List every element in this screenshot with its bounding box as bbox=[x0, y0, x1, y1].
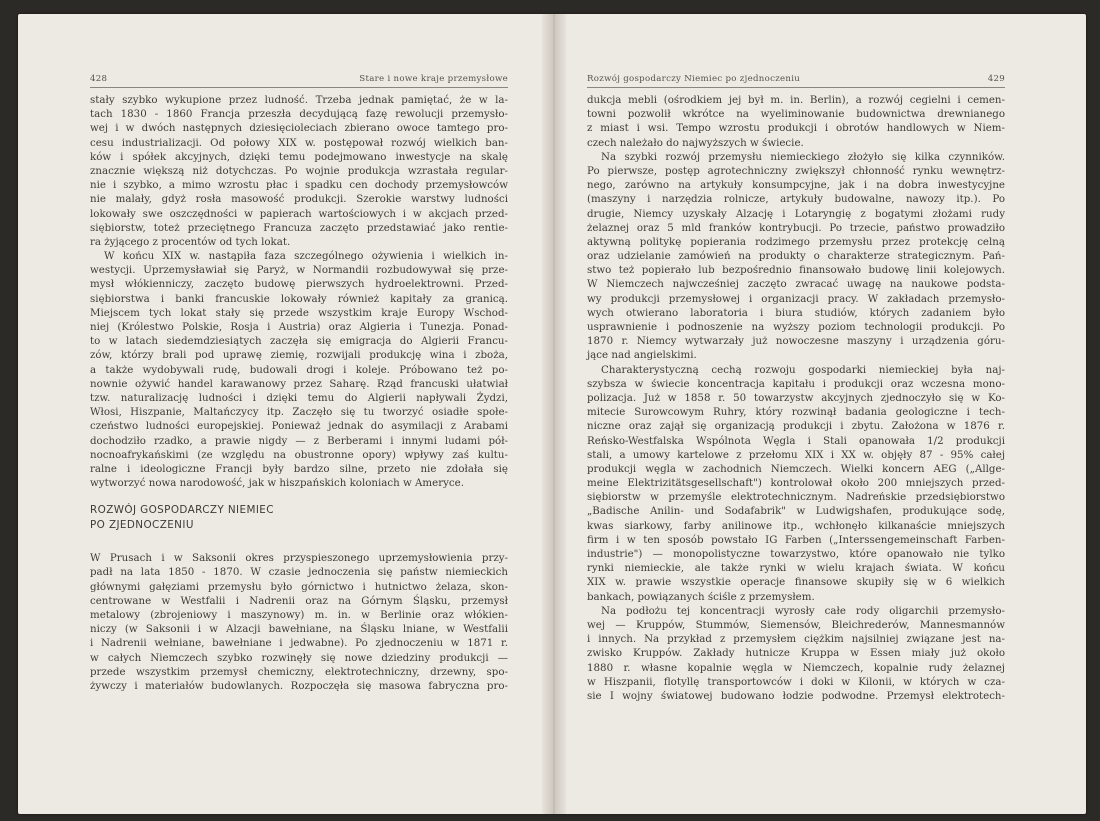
text-line: wej — Kruppów, Stummów, Siemensów, Bleichrederów, Mannesmannów bbox=[587, 618, 1005, 631]
text-line: zów, którzy brali pod uprawę ziemię, rozwijali produkcję wina i zboża, bbox=[90, 349, 508, 362]
text-line: polizacja. Już w 1858 r. 50 towarzystw akcyjnych zjednoczyło się w Ko- bbox=[587, 391, 1005, 404]
text-line: siębiorstwa i banki francuskie lokowały również kapitały za granicą. bbox=[90, 292, 508, 305]
text-line: nie malały, gdyż rosła masowość produkcji. Szerokie warstwy ludności bbox=[90, 193, 508, 206]
text-line: i Nadrenii wełniane, bawełniane i jedwabne). Po zjednoczeniu w 1871 r. bbox=[90, 637, 508, 650]
text-line: Na podłożu tej koncentracji wyrosły całe rody oligarchii przemysło- bbox=[601, 604, 1005, 617]
text-line: to w latach siedemdziesiątych zaczęła się emigracja do Algierii Francu- bbox=[90, 335, 508, 348]
text-line: Włosi, Hiszpanie, Maltańczycy itp. Zaczęło się tu tworzyć osiadłe społe- bbox=[90, 406, 508, 419]
text-line: wy produkcji przemysłowej i organizacji pracy. W zakładach przemysło- bbox=[587, 292, 1005, 305]
text-line: rynki niemieckie, ale także rynki w wielu krajach świata. W końcu bbox=[587, 562, 1005, 575]
text-line: westycji. Uprzemysławiał się Paryż, w Normandii rozbudowywał się prze- bbox=[90, 264, 508, 277]
text-line: z miast i wsi. Tempo wzrostu produkcji i obrotów handlowych w Niem- bbox=[587, 122, 1005, 135]
text-line: towni pozwolił wkrótce na wyeliminowanie budownictwa drewnianego bbox=[587, 108, 1005, 121]
text-line: mysł włókienniczy, zaczęto budowę pierwszych hydroelektrowni. Przed- bbox=[90, 278, 508, 291]
text-line: ków i spółek akcyjnych, dzięki temu podejmowano inwestycje na skalę bbox=[90, 150, 508, 163]
text-line: XIX w. prawie wszystkie operacje finansowe skupiły się w 6 wielkich bbox=[587, 576, 1005, 589]
right-page bbox=[587, 72, 1005, 703]
text-line: Miejscem tych lokat stały się przede wszystkim kraje Europy Wschod- bbox=[90, 306, 508, 319]
text-line: głównymi gałęziami przemysłu było górnictwo i hutnictwo żelaza, skon- bbox=[90, 580, 508, 593]
text-line: w całych Niemczech szybko rozwinęły się nowe dziedziny produkcji — bbox=[90, 651, 508, 664]
text-line: czech należało do najwyższych w świecie. bbox=[587, 136, 804, 149]
text-line: industrie") — monopolistyczne towarzystwo, które opanowało nie tylko bbox=[587, 548, 1005, 560]
text-line: mitecie Surowcowym Ruhry, który rozwinął badania geologiczne i tech- bbox=[587, 406, 1005, 419]
section-heading-line-2: PO ZJEDNOCZENIU bbox=[90, 519, 194, 532]
text-line: i innych. Na przykład z przemysłem ciężkim najsilniej związane jest na- bbox=[587, 633, 1005, 646]
section-heading-line-1: ROZWÓJ GOSPODARCZY NIEMIEC bbox=[90, 504, 274, 517]
text-line: wytworzyć nowa narodowość, jak w hiszpańskich koloniach w Ameryce. bbox=[90, 477, 464, 490]
text-line: tach 1830 - 1860 Francja przeszła decydującą fazę rewolucji przemysło- bbox=[90, 108, 508, 121]
text-line: niczy (w Saksonii i w Alzacji bawełniane, na Śląsku lniane, w Westfalii bbox=[90, 623, 508, 636]
text-line: żywczy i materiałów budowlanych. Rozpoczęła się masowa fabryczna pro- bbox=[90, 679, 508, 692]
text-line: wej i w dwóch następnych dziesięcioleciach zbierano owoce tamtego pro- bbox=[90, 122, 508, 135]
text-line: sie I wojny światowej budowano łodzie podwodne. Przemysł elektrotech- bbox=[587, 689, 1005, 702]
text-line: cesu industrializacji. Od połowy XIX w. postępował rozwój wielkich ban- bbox=[90, 136, 508, 149]
text-line: (maszyny i narzędzia rolnicze, artykuły budowalne, nawozy itp.). Po bbox=[587, 193, 1005, 206]
left-page-number: 428 bbox=[90, 74, 108, 84]
text-line: dukcja mebli (ośrodkiem jej był m. in. Berlin), a rozwój cegielni i cemen- bbox=[587, 94, 1005, 106]
left-running-title: Stare i nowe kraje przemysłowe bbox=[359, 74, 508, 84]
text-line: niej (Królestwo Polskie, Rosja i Austria) oraz Algieria i Tunezja. Ponad- bbox=[90, 321, 508, 333]
left-text-block-2 bbox=[90, 551, 508, 693]
text-line: zwisko Kruppów. Zakłady hutnicze Kruppa w Essen miały już około bbox=[587, 647, 1005, 660]
text-line: 1870 r. Niemcy wytwarzały już nowoczesne maszyny i urządzenia góru- bbox=[587, 335, 1005, 348]
right-text-block bbox=[587, 93, 1005, 703]
text-line: siębiorstw, toteż przeciętnego Francuza zaczęto przedstawiać jako rentie- bbox=[90, 221, 508, 234]
text-line: stwo też popierało lub bezpośrednio finansowało budowę linii kolejowych. bbox=[587, 264, 1005, 277]
text-line: W Niemczech najwcześniej zaczęto zwracać uwagę na naukowe podsta- bbox=[587, 278, 1005, 291]
book-spread bbox=[18, 14, 1086, 814]
text-line: metalowy (zbrojeniowy i maszynowy) m. in. w Berlinie oraz włókien- bbox=[90, 609, 508, 621]
text-line: Po pierwsze, postęp agrotechniczny zwiększył chłonność rynku wewnętrz- bbox=[587, 164, 1005, 177]
text-line: Reńsko-Westfalska Wspólnota Węgla i Stali opanowała 1/2 produkcji bbox=[587, 434, 1005, 447]
book-gutter bbox=[542, 14, 566, 814]
text-line: Charakterystyczną cechą rozwoju gospodarki niemieckiej była naj- bbox=[601, 363, 1005, 376]
text-line: tzw. naturalizację ludności i dzięki temu do Algierii napływali Żydzi, bbox=[90, 391, 508, 404]
text-line: stały szybko wykupione przez ludność. Trzeba jednak pamiętać, że w la- bbox=[90, 94, 508, 106]
text-line: siębiorstw w przemyśle elektrotechnicznym. Nadreńskie przedsiębiorstwo bbox=[587, 491, 1005, 504]
text-line: nocnoafrykańskimi (ze względu na obustronne opory) wpływy zaś kultu- bbox=[90, 448, 508, 461]
text-line: a także wydobywali rudę, budowali drogi i koleje. Próbowano też po- bbox=[90, 363, 508, 376]
section-heading bbox=[90, 503, 508, 533]
text-line: wych otwierano laboratoria i biura studiów, których zadaniem było bbox=[587, 306, 1005, 319]
text-line: oraz udzielanie zamówień na produkty o charakterze strategicznym. Pań- bbox=[587, 250, 1005, 263]
text-line: 1880 r. własne kopalnie węgla w Niemczech, kopalnie rudy żelaznej bbox=[587, 661, 1005, 674]
text-line: nownie ożywić handel karawanowy przez Saharę. Rząd francuski ułatwiał bbox=[90, 377, 508, 390]
text-line: nego, zarówno na artykuły konsumpcyjne, jak i na dobra inwestycyjne bbox=[587, 179, 1005, 192]
left-page bbox=[90, 72, 508, 693]
text-line: W Prusach i w Saksonii okres przyspieszonego uprzemysłowienia przy- bbox=[90, 552, 508, 565]
text-line: usprawnienie i podnoszenie na wyższy poziom technologii produkcji. Po bbox=[587, 321, 1005, 333]
text-line: w Hiszpanii, flotyllę transportowców i doki w Kilonii, w których w cza- bbox=[587, 675, 1005, 688]
text-line: ralne i ideologiczne Francji były bardzo silne, przeto nie zdołała się bbox=[90, 462, 508, 475]
text-line: przede wszystkim przemysł chemiczny, elektrotechniczny, drzewny, spo- bbox=[90, 665, 508, 678]
text-line: padł na lata 1850 - 1870. W czasie jednoczenia się państw niemieckich bbox=[90, 566, 508, 579]
text-line: stali, a umowy kartelowe z przełomu XIX i XX w. objęły 87 - 95% całej bbox=[587, 448, 1005, 461]
text-line: bankach, powiązanych ściśle z przemysłem. bbox=[587, 590, 815, 603]
right-page-number: 429 bbox=[987, 74, 1005, 84]
text-line: Na szybki rozwój przemysłu niemieckiego złożyło się kilka czynników. bbox=[601, 150, 1005, 163]
left-text-block-1 bbox=[90, 93, 508, 490]
text-line: jące nad angielskimi. bbox=[587, 349, 697, 362]
left-running-head bbox=[90, 72, 508, 88]
text-line: nie i szybko, a mimo wzrostu płac i spadku cen dochody przemysłowców bbox=[90, 179, 508, 192]
text-line: lokowały swe oszczędności w papierach wartościowych i w akcjach przed- bbox=[90, 207, 508, 220]
text-line: drugie, Niemcy uzyskały Alzację i Lotaryngię z bogatymi złożami rudy bbox=[587, 207, 1005, 220]
text-line: dochodziło rzadko, a prawie nigdy — z Berberami i innymi ludami pół- bbox=[90, 434, 508, 447]
text-line: produkcji węgla w zachodnich Niemczech. Wielki koncern AEG („Allge- bbox=[587, 462, 1005, 475]
right-running-title: Rozwój gospodarczy Niemiec po zjednoczeniu bbox=[587, 74, 801, 84]
text-line: kwas siarkowy, farby anilinowe itp., wchłonęło kilkanaście mniejszych bbox=[587, 519, 1005, 532]
text-line: meine Elektrizitätsgesellschaft") kontrolował około 200 mniejszych przed- bbox=[587, 477, 1005, 490]
text-line: ra żyjącego z procentów od tych lokat. bbox=[90, 235, 291, 248]
text-line: W końcu XIX w. nastąpiła faza szczególnego ożywienia i wielkich in- bbox=[104, 250, 508, 263]
text-line: centrowane w Westfalii i Nadrenii oraz na Górnym Śląsku, przemysł bbox=[90, 594, 508, 607]
text-line: firm i w ten sposób powstało IG Farben („Interssengemeinschaft Farben- bbox=[587, 533, 1005, 546]
text-line: znacznie większą niż dotychczas. Po wojnie produkcja wzrastała regular- bbox=[90, 164, 508, 177]
right-running-head bbox=[587, 72, 1005, 88]
text-line: „Badische Anilin- und Sodafabrik" w Ludwigshafen, produkujące sodę, bbox=[587, 505, 1005, 518]
text-line: czeństwo ludności europejskiej. Ponieważ jednak do asymilacji z Arabami bbox=[90, 420, 508, 433]
text-line: niczne oraz zajął się organizacją produkcji i zbytu. Założona w 1876 r. bbox=[587, 420, 1005, 433]
text-line: żelaznej oraz 5 mld franków kontrybucji. Po trzecie, państwo prowadziło bbox=[587, 221, 1005, 234]
text-line: aktywną politykę popierania rodzimego przemysłu przez protekcję celną bbox=[587, 235, 1005, 248]
text-line: szybsza w świecie koncentracja kapitału i produkcji oraz wczesna mono- bbox=[587, 377, 1005, 390]
